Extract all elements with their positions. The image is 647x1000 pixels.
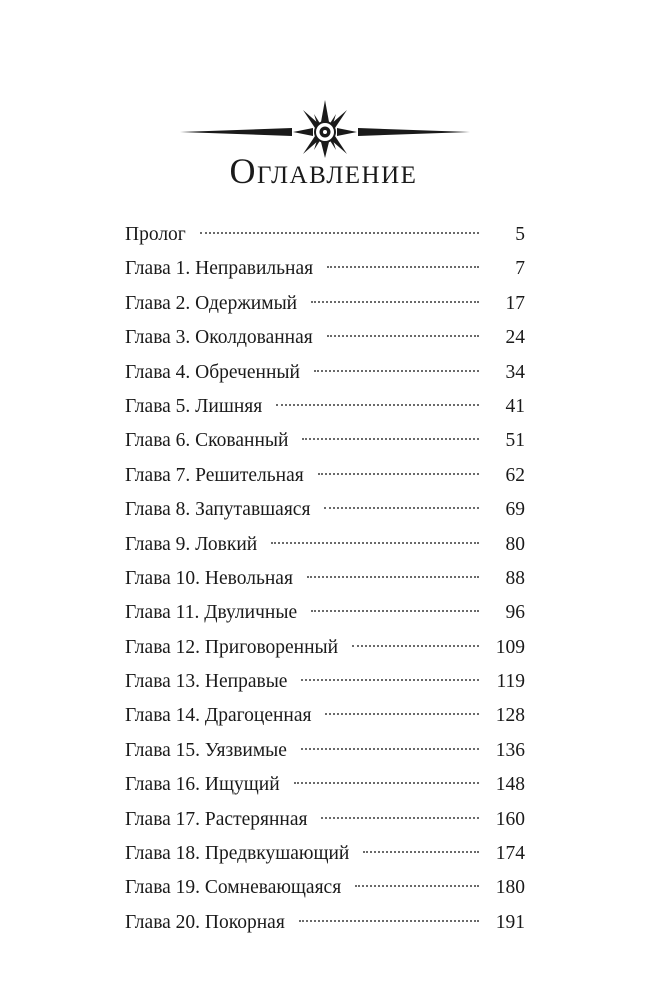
dot-leader bbox=[294, 782, 479, 784]
toc-entry-page: 136 bbox=[495, 739, 525, 761]
toc-entry-title: Глава 2. Одержимый bbox=[125, 292, 298, 314]
toc-entry-page: 96 bbox=[505, 602, 525, 624]
toc-entry-page: 88 bbox=[505, 567, 525, 589]
toc-entry-page: 174 bbox=[495, 843, 525, 865]
toc-entry[interactable] bbox=[125, 390, 525, 424]
dot-leader bbox=[325, 713, 479, 715]
toc-entry-title: Глава 4. Обреченный bbox=[125, 361, 300, 383]
toc-entry-title: Пролог bbox=[125, 224, 186, 245]
dot-leader bbox=[324, 507, 479, 509]
toc-entry[interactable] bbox=[125, 321, 525, 355]
toc-entry-title: Глава 7. Решительная bbox=[125, 464, 304, 486]
toc-entry-page: 51 bbox=[505, 430, 525, 452]
toc-entry-page: 80 bbox=[505, 533, 525, 555]
toc-entry-title: Глава 10. Невольная bbox=[125, 567, 293, 589]
toc-entry[interactable] bbox=[125, 528, 525, 562]
toc-entry-title: Глава 15. Уязвимые bbox=[125, 739, 287, 761]
page-title: Оглавление bbox=[229, 151, 418, 191]
dot-leader bbox=[363, 851, 479, 853]
dot-leader bbox=[327, 335, 479, 337]
toc-entry-page: 34 bbox=[505, 361, 525, 383]
toc-entry-page: 24 bbox=[505, 327, 525, 349]
toc-entry[interactable] bbox=[125, 734, 525, 768]
toc-entry-page: 62 bbox=[505, 464, 525, 486]
toc-entry-title: Глава 11. Двуличные bbox=[125, 602, 298, 624]
toc-entry[interactable] bbox=[125, 803, 525, 837]
toc-entry[interactable] bbox=[125, 287, 525, 321]
dot-leader bbox=[314, 370, 479, 372]
toc-entry[interactable] bbox=[125, 596, 525, 630]
star-ornament-icon bbox=[180, 98, 470, 158]
toc-entry-title: Глава 19. Сомневающаяся bbox=[125, 877, 342, 899]
toc-entry[interactable] bbox=[125, 768, 525, 802]
dot-leader bbox=[302, 438, 479, 440]
toc-entry-page: 7 bbox=[515, 258, 525, 280]
dot-leader bbox=[301, 679, 479, 681]
toc-entry-title: Глава 5. Лишняя bbox=[125, 395, 263, 417]
dot-leader bbox=[327, 266, 479, 268]
toc-entry[interactable] bbox=[125, 837, 525, 871]
toc-entry-page: 128 bbox=[495, 705, 525, 727]
dot-leader bbox=[355, 885, 479, 887]
toc-entry-page: 41 bbox=[505, 395, 525, 417]
toc-entry[interactable] bbox=[125, 424, 525, 458]
toc-entry-title: Глава 14. Драгоценная bbox=[125, 705, 312, 727]
toc-entry[interactable] bbox=[125, 699, 525, 733]
toc-entry-page: 109 bbox=[495, 636, 525, 658]
toc-entry-title: Глава 18. Предвкушающий bbox=[125, 843, 350, 865]
toc-entry-page: 191 bbox=[495, 911, 525, 933]
toc-entry-title: Глава 3. Околдованная bbox=[125, 327, 313, 349]
dot-leader bbox=[318, 473, 479, 475]
toc-entry-page: 148 bbox=[495, 774, 525, 796]
toc-entry[interactable] bbox=[125, 665, 525, 699]
dot-leader bbox=[271, 542, 479, 544]
toc-entry[interactable] bbox=[125, 562, 525, 596]
toc-entry-page: 180 bbox=[495, 877, 525, 899]
dot-leader bbox=[200, 232, 479, 234]
toc-entry-page: 17 bbox=[505, 292, 525, 314]
dot-leader bbox=[301, 748, 479, 750]
toc-entry-title: Глава 13. Неправые bbox=[125, 671, 288, 693]
toc-entry[interactable] bbox=[125, 631, 525, 665]
toc-entry-title: Глава 16. Ищущий bbox=[125, 774, 280, 796]
toc-entry[interactable] bbox=[125, 218, 525, 252]
dot-leader bbox=[307, 576, 479, 578]
toc-entry-title: Глава 1. Неправильная bbox=[125, 258, 314, 280]
table-of-contents bbox=[125, 218, 525, 940]
dot-leader bbox=[276, 404, 479, 406]
toc-entry-title: Глава 12. Приговоренный bbox=[125, 636, 339, 658]
toc-entry-title: Глава 17. Растерянная bbox=[125, 808, 308, 830]
toc-entry-title: Глава 20. Покорная bbox=[125, 911, 285, 933]
dot-leader bbox=[352, 645, 479, 647]
toc-entry-page: 69 bbox=[505, 499, 525, 521]
dot-leader bbox=[299, 920, 479, 922]
toc-entry-page: 5 bbox=[515, 224, 525, 245]
toc-entry-title: Глава 8. Запутавшаяся bbox=[125, 499, 311, 521]
toc-entry-page: 119 bbox=[496, 671, 525, 693]
toc-entry[interactable] bbox=[125, 493, 525, 527]
toc-entry[interactable] bbox=[125, 356, 525, 390]
toc-entry-page: 160 bbox=[495, 808, 525, 830]
toc-entry[interactable] bbox=[125, 906, 525, 940]
toc-entry[interactable] bbox=[125, 252, 525, 286]
toc-entry[interactable] bbox=[125, 459, 525, 493]
toc-entry-title: Глава 9. Ловкий bbox=[125, 533, 258, 555]
toc-entry[interactable] bbox=[125, 871, 525, 905]
toc-entry-title: Глава 6. Скованный bbox=[125, 430, 289, 452]
dot-leader bbox=[321, 817, 479, 819]
dot-leader bbox=[311, 610, 479, 612]
dot-leader bbox=[311, 301, 479, 303]
